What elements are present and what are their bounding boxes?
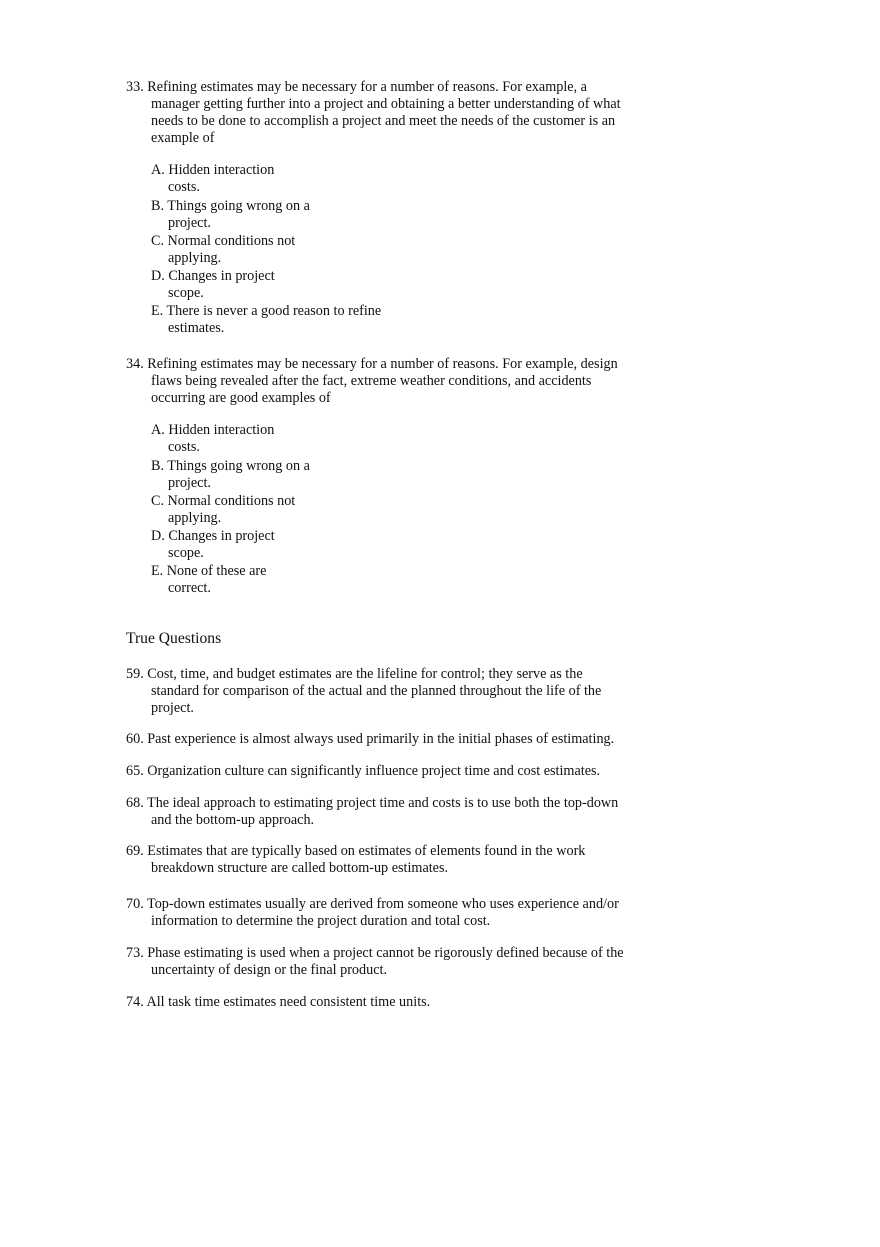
option-continuation: estimates. [168, 320, 225, 336]
option-continuation: costs. [168, 439, 200, 455]
option-label: A. Hidden interaction [151, 162, 275, 178]
option-label: A. Hidden interaction [151, 422, 275, 438]
question-34-line-2: flaws being revealed after the fact, extreme weather conditions, and accidents [151, 373, 592, 389]
question-33 [126, 79, 646, 147]
tq-line: 73. Phase estimating is used when a project cannot be rigorously defined because of the [126, 945, 624, 961]
tq-line: 70. Top-down estimates usually are derived from someone who uses experience and/or [126, 896, 619, 912]
question-33-option-e [151, 303, 411, 337]
question-33-option-a [151, 162, 411, 196]
true-question-59 [126, 666, 666, 717]
option-continuation: project. [168, 475, 211, 491]
question-34-option-e [151, 563, 411, 597]
true-question-74 [126, 994, 666, 1011]
option-continuation: scope. [168, 285, 204, 301]
question-34-line-1: 34. Refining estimates may be necessary for a number of reasons. For example, design [126, 356, 618, 372]
question-33-option-d [151, 268, 411, 302]
tq-line: uncertainty of design or the final product. [151, 962, 387, 978]
question-34-option-d [151, 528, 411, 562]
option-label: D. Changes in project [151, 528, 275, 544]
question-33-line-2: manager getting further into a project and obtaining a better understanding of what [151, 96, 621, 112]
tq-line: project. [151, 700, 194, 716]
option-label: E. None of these are [151, 563, 267, 579]
true-question-73 [126, 945, 666, 979]
tq-line: and the bottom-up approach. [151, 812, 315, 828]
tq-line: breakdown structure are called bottom-up estimates. [151, 860, 449, 876]
tq-line: 74. All task time estimates need consistent time units. [126, 994, 431, 1010]
question-34-option-a [151, 422, 411, 456]
tq-line: 68. The ideal approach to estimating project time and costs is to use both the top-down [126, 795, 619, 811]
option-continuation: applying. [168, 250, 222, 266]
option-continuation: scope. [168, 545, 204, 561]
option-continuation: correct. [168, 580, 211, 596]
tq-line: 69. Estimates that are typically based on estimates of elements found in the work [126, 843, 586, 859]
question-34 [126, 356, 646, 407]
option-continuation: project. [168, 215, 211, 231]
option-continuation: costs. [168, 179, 200, 195]
question-33-line-3: needs to be done to accomplish a project and meet the needs of the customer is an [151, 113, 616, 129]
option-label: C. Normal conditions not [151, 493, 296, 509]
question-34-line-3: occurring are good examples of [151, 390, 331, 406]
question-33-option-b [151, 198, 411, 232]
section-heading: True Questions [126, 630, 222, 647]
question-34-option-c [151, 493, 411, 527]
true-question-69 [126, 843, 666, 877]
option-continuation: applying. [168, 510, 222, 526]
true-question-60 [126, 731, 666, 748]
tq-line: standard for comparison of the actual and the planned throughout the life of the [151, 683, 602, 699]
true-question-65 [126, 763, 666, 780]
option-label: E. There is never a good reason to refine [151, 303, 382, 319]
tq-line: 65. Organization culture can significantly influence project time and cost estimates. [126, 763, 601, 779]
question-33-line-1: 33. Refining estimates may be necessary for a number of reasons. For example, a [126, 79, 587, 95]
question-33-option-c [151, 233, 411, 267]
tq-line: information to determine the project duration and total cost. [151, 913, 491, 929]
option-label: D. Changes in project [151, 268, 275, 284]
option-label: B. Things going wrong on a [151, 198, 310, 214]
tq-line: 60. Past experience is almost always used primarily in the initial phases of estimating. [126, 731, 615, 747]
option-label: C. Normal conditions not [151, 233, 296, 249]
tq-line: 59. Cost, time, and budget estimates are the lifeline for control; they serve as the [126, 666, 583, 682]
question-34-option-b [151, 458, 411, 492]
true-question-70 [126, 896, 666, 930]
option-label: B. Things going wrong on a [151, 458, 310, 474]
true-question-68 [126, 795, 666, 829]
question-33-line-4: example of [151, 130, 215, 146]
